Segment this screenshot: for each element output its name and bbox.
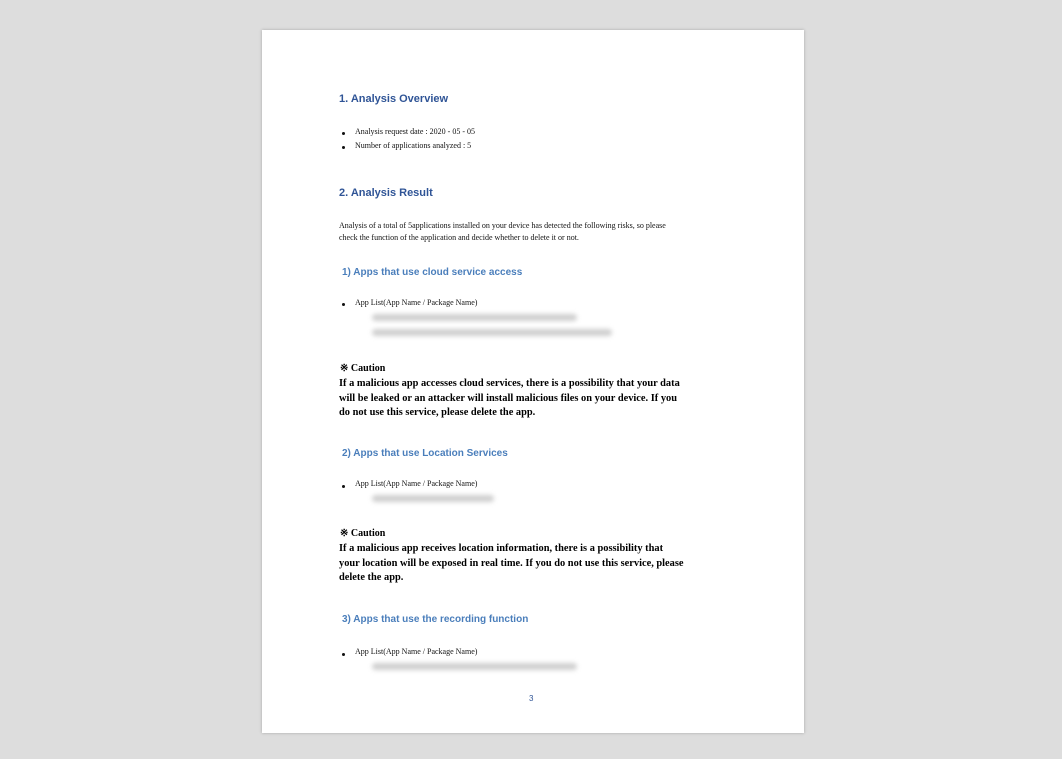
caution-title: ※ Caution (340, 363, 386, 374)
analysis-request-date: Analysis request date : 2020 - 05 - 05 (355, 127, 475, 136)
section-heading-overview: 1. Analysis Overview (339, 93, 449, 105)
result-intro-line-2: check the function of the application and decide whether to delete it or not. (339, 233, 579, 242)
caution-title: ※ Caution (340, 528, 386, 539)
caution-line: If a malicious app accesses cloud services, there is a possibility that your data (339, 378, 680, 389)
caution-body (339, 377, 680, 421)
bullet-icon (342, 146, 345, 149)
subheading-recording-function: 3) Apps that use the recording function (342, 614, 529, 625)
bullet-icon (342, 132, 345, 135)
redacted-app-entry (372, 495, 494, 502)
caution-line: do not use this service, please delete the app. (339, 407, 536, 419)
bullet-icon (342, 303, 345, 306)
result-intro-line-1: Analysis of a total of 5applications installed on your device has detected the following risks, so please (339, 221, 666, 230)
applications-analyzed-count: Number of applications analyzed : 5 (355, 141, 472, 150)
subheading-cloud-service: 1) Apps that use cloud service access (342, 267, 523, 278)
app-list-label: App List(App Name / Package Name) (355, 479, 478, 488)
caution-line: will be leaked or an attacker will install malicious files on your device. If you (339, 392, 677, 404)
document-page (262, 30, 804, 733)
bullet-icon (342, 485, 345, 488)
page-number: 3 (529, 694, 534, 703)
redacted-app-entry (372, 329, 612, 336)
caution-line: your location will be exposed in real time. If you do not use this service, please (339, 557, 684, 569)
caution-line: If a malicious app receives location information, there is a possibility that (339, 543, 664, 554)
section-heading-result: 2. Analysis Result (339, 187, 433, 199)
caution-line: delete the app. (339, 572, 404, 584)
caution-body (339, 542, 684, 586)
subheading-location-services: 2) Apps that use Location Services (342, 448, 508, 459)
app-list-label: App List(App Name / Package Name) (355, 298, 478, 307)
app-list-label: App List(App Name / Package Name) (355, 647, 478, 656)
redacted-app-entry (372, 663, 577, 670)
redacted-app-entry (372, 314, 577, 321)
bullet-icon (342, 653, 345, 656)
